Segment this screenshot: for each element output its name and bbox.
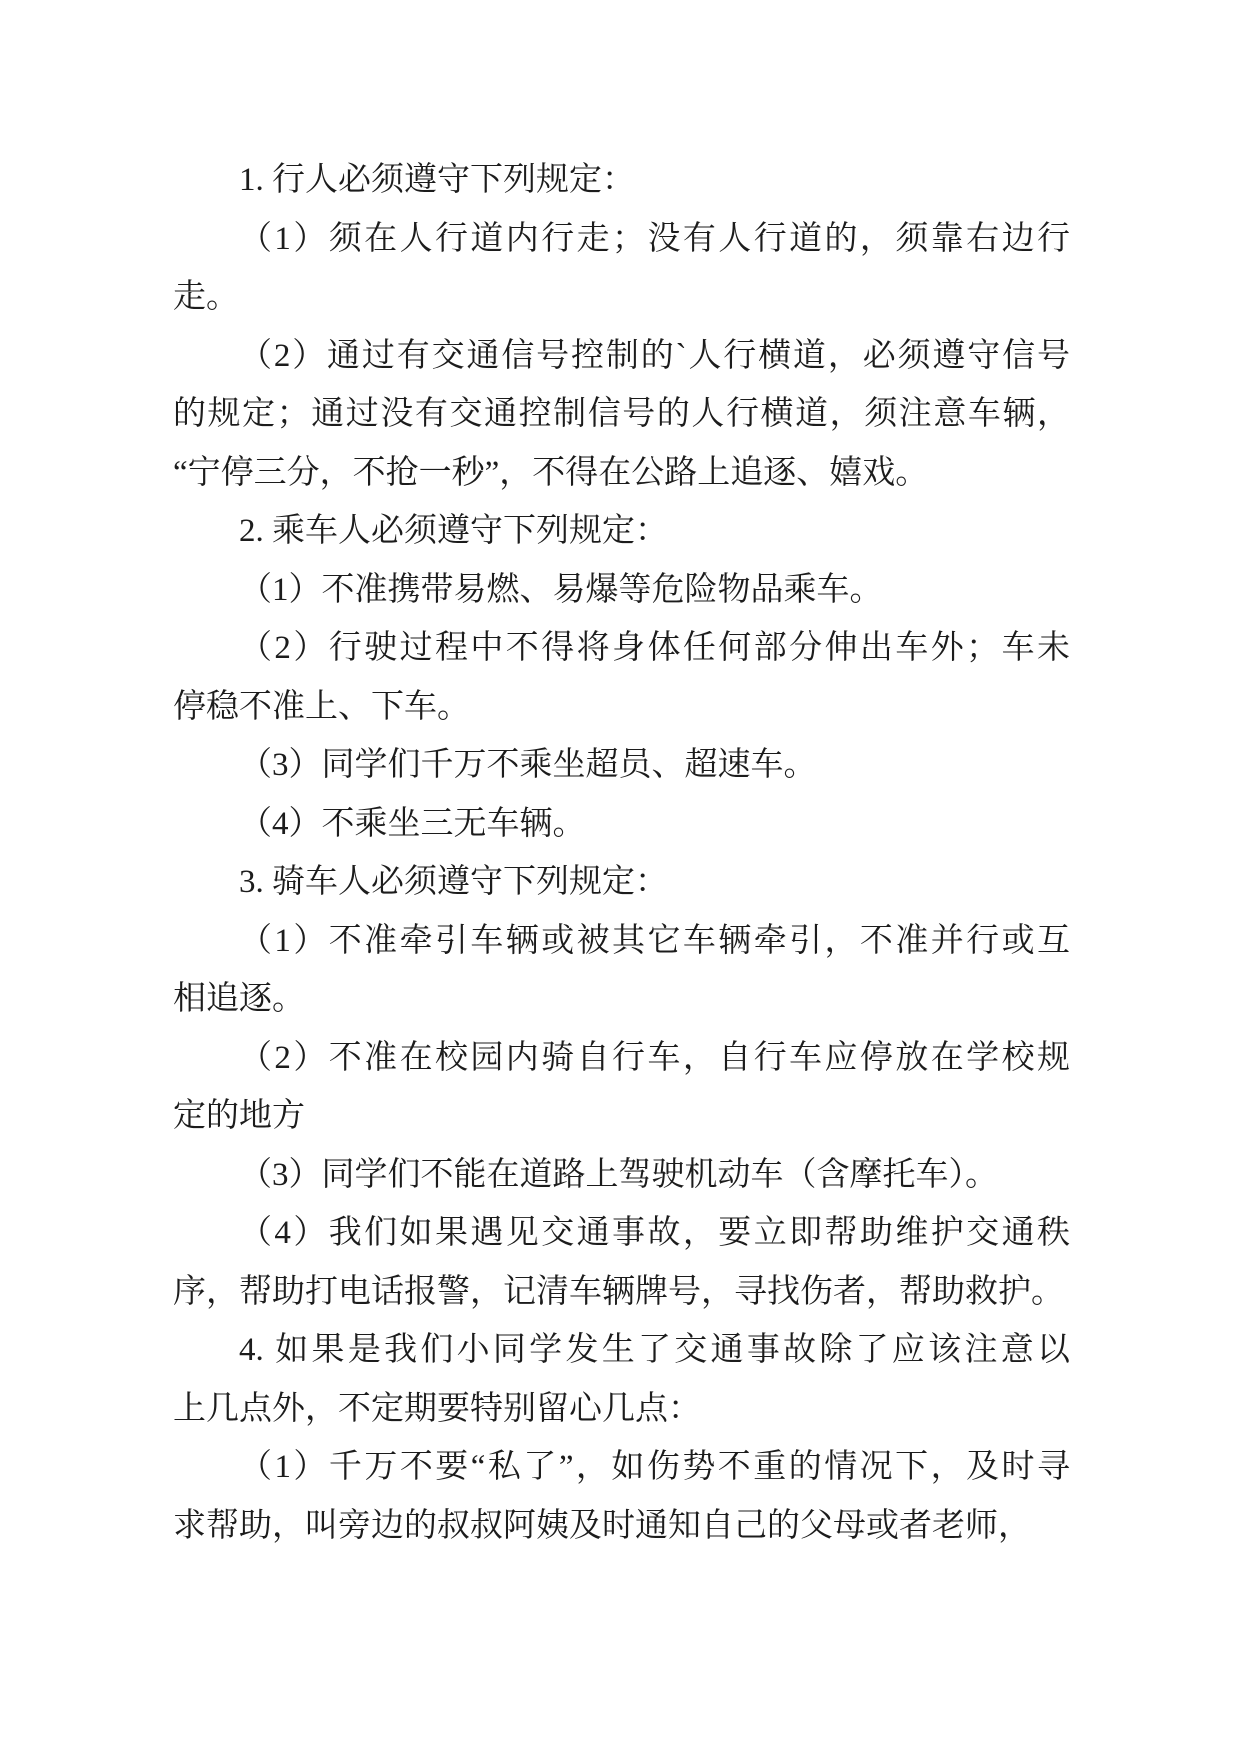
paragraph <box>173 619 1070 736</box>
text-line: 3. 骑车人必须遵守下列规定： <box>239 864 668 900</box>
paragraph <box>173 912 1070 1029</box>
paragraph <box>173 210 1070 327</box>
text-line: “宁停三分，不抢一秒”，不得在公路上追逐、嬉戏。 <box>173 454 929 491</box>
paragraph <box>173 1438 1070 1555</box>
text-line: （3）同学们不能在道路上驾驶机动车（含摩托车）。 <box>239 1156 998 1193</box>
text-line: （4）不乘坐三无车辆。 <box>239 805 586 842</box>
paragraph <box>173 1321 1070 1438</box>
text-line: 1. 行人必须遵守下列规定： <box>239 162 635 198</box>
text-line: 上几点外，不定期要特别留心几点： <box>173 1390 701 1427</box>
text-line: 4. 如果是我们小同学发生了交通事故除了应该注意以 <box>239 1332 1070 1368</box>
text-line: （3）同学们千万不乘坐超员、超速车。 <box>239 747 817 783</box>
paragraph <box>173 795 1070 854</box>
text-line: （2）行驶过程中不得将身体任何部分伸出车外；车未 <box>239 630 1070 666</box>
paragraph <box>173 561 1070 620</box>
text-line: （4）我们如果遇见交通事故，要立即帮助维护交通秩 <box>239 1215 1070 1251</box>
text-line: 停稳不准上、下车。 <box>173 688 470 725</box>
text-line: （2）不准在校园内骑自行车，自行车应停放在学校规 <box>239 1039 1070 1076</box>
text-line: 的规定；通过没有交通控制信号的人行横道，须注意车辆， <box>173 396 1070 432</box>
text-line: （1）须在人行道内行走；没有人行道的，须靠右边行 <box>239 220 1070 257</box>
paragraph <box>173 1204 1070 1321</box>
paragraph <box>173 736 1070 795</box>
paragraph <box>173 502 1070 561</box>
text-line: 走。 <box>173 279 239 315</box>
text-line: 序，帮助打电话报警，记清车辆牌号，寻找伤者，帮助救护。 <box>173 1273 1064 1310</box>
text-line: （1）不准牵引车辆或被其它车辆牵引，不准并行或互 <box>239 922 1070 959</box>
text-line: （1）不准携带易燃、易爆等危险物品乘车。 <box>239 571 883 608</box>
text-line: （2）通过有交通信号控制的`人行横道，必须遵守信号 <box>239 337 1070 374</box>
text-line: （1）千万不要“私了”，如伤势不重的情况下，及时寻 <box>239 1449 1070 1485</box>
text-line: 定的地方 <box>173 1098 305 1134</box>
paragraph <box>173 151 1070 210</box>
document-page <box>173 151 1070 1555</box>
paragraph <box>173 853 1070 912</box>
text-line: 求帮助，叫旁边的叔叔阿姨及时通知自己的父母或者老师， <box>173 1507 1031 1544</box>
text-line: 相追逐。 <box>173 981 305 1017</box>
paragraph <box>173 1029 1070 1146</box>
paragraph <box>173 327 1070 503</box>
paragraph <box>173 1146 1070 1205</box>
text-line: 2. 乘车人必须遵守下列规定： <box>239 513 668 549</box>
